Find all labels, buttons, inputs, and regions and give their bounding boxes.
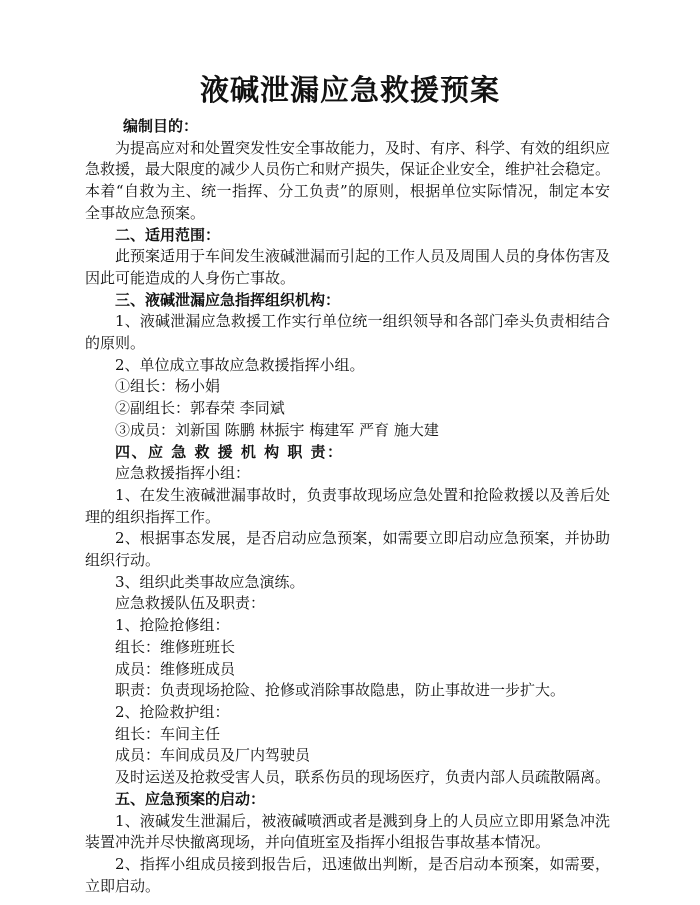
- command-group-label: 应急救援指挥小组：: [115, 464, 251, 483]
- purpose-paragraph: 为提高应对和处置突发性安全事故能力，及时、有序、科学、有效的组织应急救援，最大限度的减少人员伤亡和财产损失，保证企业安全，维护社会稳定。本着“自救为主、统一指挥、分工负责”的原则，根据单位实际情况，制定本安全事故应急预案。: [85, 138, 611, 222]
- command-item-3: 3、组织此类事故应急演练。: [115, 572, 305, 591]
- duty-heading: 四、应 急 救 援 机 构 职 责：: [115, 442, 344, 461]
- org-members: ③成员：刘新国 陈鹏 林振宇 梅建军 严育 施大建: [115, 420, 439, 439]
- purpose-heading: 编制目的：: [123, 117, 199, 135]
- scope-heading: 二、适用范围：: [115, 225, 221, 244]
- team1-leader: 组长：维修班班长: [115, 637, 236, 656]
- team1-title: 1、抢险抢修组：: [115, 616, 230, 635]
- team2-duty: 及时运送及抢救受害人员，联系伤员的现场医疗，负责内部人员疏散隔离。: [115, 768, 611, 787]
- document-body: [85, 116, 610, 897]
- team2-members: 成员：车间成员及厂内驾驶员: [115, 746, 311, 765]
- start-heading: 五、应急预案的启动：: [115, 789, 266, 808]
- org-heading: 三、液碱泄漏应急指挥组织机构：: [115, 290, 341, 309]
- scope-paragraph: 此预案适用于车间发生液碱泄漏而引起的工作人员及周围人员的身体伤害及因此可能造成的人身伤亡事故。: [85, 247, 611, 287]
- team2-title: 2、抢险救护组：: [115, 702, 230, 721]
- teams-heading: 应急救援队伍及职责：: [115, 594, 266, 613]
- org-leader: ①组长：杨小娟: [115, 377, 221, 396]
- document-title: 液碱泄漏应急救援预案: [199, 73, 500, 107]
- start-item-1: 1、液碱发生泄漏后，被液碱喷洒或者是溅到身上的人员应立即用紧急冲洗装置冲洗并尽快撤离现场，并向值班室及指挥小组报告事故基本情况。: [85, 811, 610, 852]
- start-item-2: 2、指挥小组成员接到报告后，迅速做出判断，是否启动本预案，如需要，立即启动。: [85, 854, 610, 895]
- team2-leader: 组长：车间主任: [115, 724, 221, 743]
- team1-members: 成员：维修班成员: [115, 659, 236, 678]
- org-item-2: 2、单位成立事故应急救援指挥小组。: [115, 355, 365, 374]
- command-item-1: 1、在发生液碱泄漏事故时，负责事故现场应急处置和抢险救援以及善后处理的组织指挥工作。: [85, 485, 610, 526]
- org-item-1: 1、液碱泄漏应急救援工作实行单位统一组织领导和各部门牵头负责相结合的原则。: [85, 312, 610, 353]
- command-item-2: 2、根据事态发展，是否启动应急预案，如需要立即启动应急预案，并协助组织行动。: [85, 529, 610, 570]
- team1-duty: 职责：负责现场抢险、抢修或消除事故隐患，防止事故进一步扩大。: [115, 681, 566, 700]
- org-deputy: ②副组长：郭春荣 李同斌: [115, 399, 285, 418]
